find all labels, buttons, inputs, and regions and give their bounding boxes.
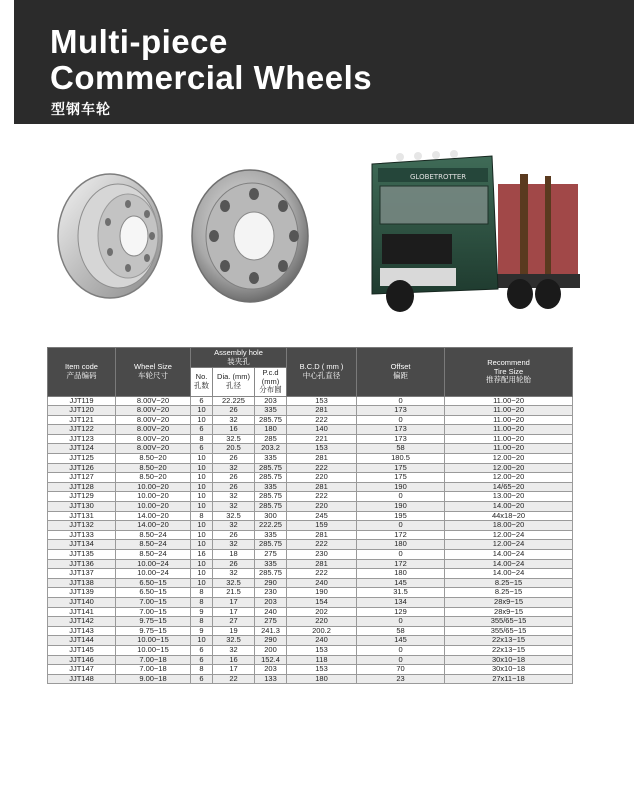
hole-number-cell: 10 xyxy=(191,502,213,512)
hole-number-cell: 8 xyxy=(191,617,213,627)
bcd-cell: 180 xyxy=(287,674,357,684)
table-row xyxy=(48,569,573,579)
tire-size-cell: 44x18−20 xyxy=(445,511,573,521)
hole-diameter-cell: 17 xyxy=(213,607,255,617)
offset-cell: 58 xyxy=(357,626,445,636)
header-hole-number: No. 孔数 xyxy=(191,368,213,397)
bcd-cell: 159 xyxy=(287,521,357,531)
hole-diameter-cell: 32 xyxy=(213,569,255,579)
hole-diameter-cell: 32.5 xyxy=(213,511,255,521)
bcd-cell: 153 xyxy=(287,645,357,655)
tire-size-cell: 22x13−15 xyxy=(445,636,573,646)
tire-size-cell: 14.00−24 xyxy=(445,550,573,560)
hole-diameter-cell: 32.5 xyxy=(213,636,255,646)
offset-cell: 0 xyxy=(357,550,445,560)
pcd-cell: 285.75 xyxy=(255,569,287,579)
pcd-cell: 285.75 xyxy=(255,415,287,425)
tire-size-cell: 13.00−20 xyxy=(445,492,573,502)
pcd-cell: 285.75 xyxy=(255,492,287,502)
offset-cell: 129 xyxy=(357,607,445,617)
wheel-size-cell: 14.00−20 xyxy=(116,511,191,521)
table-row xyxy=(48,607,573,617)
table-row xyxy=(48,425,573,435)
hole-diameter-cell: 26 xyxy=(213,482,255,492)
table-row xyxy=(48,597,573,607)
offset-cell: 195 xyxy=(357,511,445,521)
hole-number-cell: 10 xyxy=(191,521,213,531)
bcd-cell: 222 xyxy=(287,463,357,473)
hole-diameter-cell: 32 xyxy=(213,645,255,655)
hole-diameter-cell: 32.5 xyxy=(213,434,255,444)
table-row xyxy=(48,636,573,646)
pcd-cell: 285.75 xyxy=(255,540,287,550)
hole-diameter-cell: 32 xyxy=(213,415,255,425)
item-code-cell: JJT122 xyxy=(48,425,116,435)
item-code-cell: JJT129 xyxy=(48,492,116,502)
item-code-cell: JJT137 xyxy=(48,569,116,579)
pcd-cell: 203 xyxy=(255,597,287,607)
tire-size-cell: 11.00−20 xyxy=(445,406,573,416)
pcd-cell: 335 xyxy=(255,406,287,416)
wheel-size-cell: 10.00−15 xyxy=(116,645,191,655)
tire-size-cell: 14/65−20 xyxy=(445,482,573,492)
offset-cell: 190 xyxy=(357,482,445,492)
tire-size-cell: 8.25−15 xyxy=(445,588,573,598)
wheel-size-cell: 10.00−20 xyxy=(116,502,191,512)
header-bcd: B.C.D ( mm ) 中心孔直径 xyxy=(287,348,357,397)
tire-size-cell: 355/65−15 xyxy=(445,617,573,627)
wheel-photo-left xyxy=(58,174,162,298)
hole-diameter-cell: 32 xyxy=(213,502,255,512)
bcd-cell: 281 xyxy=(287,454,357,464)
wheel-size-cell: 9.00−18 xyxy=(116,674,191,684)
pcd-cell: 290 xyxy=(255,578,287,588)
pcd-cell: 335 xyxy=(255,559,287,569)
hole-number-cell: 10 xyxy=(191,406,213,416)
wheel-size-cell: 8.00V−20 xyxy=(116,434,191,444)
bcd-cell: 281 xyxy=(287,559,357,569)
offset-cell: 0 xyxy=(357,415,445,425)
pcd-cell: 335 xyxy=(255,482,287,492)
item-code-cell: JJT136 xyxy=(48,559,116,569)
wheel-size-cell: 10.00−24 xyxy=(116,559,191,569)
wheel-spec-table-body xyxy=(48,396,573,684)
table-row xyxy=(48,559,573,569)
item-code-cell: JJT123 xyxy=(48,434,116,444)
tire-size-cell: 14.00−24 xyxy=(445,559,573,569)
table-row xyxy=(48,665,573,675)
wheel-size-cell: 8.50−20 xyxy=(116,463,191,473)
hole-diameter-cell: 17 xyxy=(213,665,255,675)
item-code-cell: JJT145 xyxy=(48,645,116,655)
item-code-cell: JJT132 xyxy=(48,521,116,531)
item-code-cell: JJT135 xyxy=(48,550,116,560)
bcd-cell: 281 xyxy=(287,406,357,416)
header-accent-bar xyxy=(0,0,14,124)
hole-diameter-cell: 32 xyxy=(213,492,255,502)
wheel-size-cell: 6.50−15 xyxy=(116,588,191,598)
pcd-cell: 335 xyxy=(255,530,287,540)
page-subtitle: 型钢车轮 xyxy=(51,101,111,117)
hole-diameter-cell: 27 xyxy=(213,617,255,627)
item-code-cell: JJT140 xyxy=(48,597,116,607)
hole-number-cell: 6 xyxy=(191,396,213,406)
hole-number-cell: 8 xyxy=(191,434,213,444)
pcd-cell: 240 xyxy=(255,607,287,617)
offset-cell: 0 xyxy=(357,396,445,406)
wheel-size-cell: 8.00V−20 xyxy=(116,425,191,435)
table-row xyxy=(48,396,573,406)
hole-diameter-cell: 26 xyxy=(213,406,255,416)
hole-diameter-cell: 26 xyxy=(213,454,255,464)
hole-number-cell: 10 xyxy=(191,559,213,569)
hole-diameter-cell: 32 xyxy=(213,540,255,550)
hole-diameter-cell: 18 xyxy=(213,550,255,560)
item-code-cell: JJT124 xyxy=(48,444,116,454)
pcd-cell: 290 xyxy=(255,636,287,646)
table-row xyxy=(48,454,573,464)
table-row xyxy=(48,655,573,665)
bcd-cell: 240 xyxy=(287,636,357,646)
bcd-cell: 222 xyxy=(287,415,357,425)
tire-size-cell: 14.00−24 xyxy=(445,569,573,579)
tire-size-cell: 12.00−20 xyxy=(445,463,573,473)
table-row xyxy=(48,550,573,560)
page-title-line2: Commercial Wheels xyxy=(50,59,373,96)
table-row xyxy=(48,502,573,512)
wheel-size-cell: 10.00−20 xyxy=(116,492,191,502)
offset-cell: 134 xyxy=(357,597,445,607)
hole-diameter-cell: 26 xyxy=(213,473,255,483)
bcd-cell: 140 xyxy=(287,425,357,435)
offset-cell: 58 xyxy=(357,444,445,454)
bcd-cell: 222 xyxy=(287,540,357,550)
wheel-size-cell: 8.50−20 xyxy=(116,473,191,483)
hole-number-cell: 10 xyxy=(191,530,213,540)
wheel-size-cell: 10.00−20 xyxy=(116,482,191,492)
hole-diameter-cell: 20.5 xyxy=(213,444,255,454)
offset-cell: 23 xyxy=(357,674,445,684)
hole-number-cell: 10 xyxy=(191,492,213,502)
bcd-cell: 281 xyxy=(287,482,357,492)
tire-size-cell: 18.00−20 xyxy=(445,521,573,531)
offset-cell: 180 xyxy=(357,569,445,579)
wheel-size-cell: 8.00V−20 xyxy=(116,415,191,425)
tire-size-cell: 28x9−15 xyxy=(445,607,573,617)
wheel-size-cell: 8.00V−20 xyxy=(116,444,191,454)
item-code-cell: JJT144 xyxy=(48,636,116,646)
table-row xyxy=(48,588,573,598)
hole-number-cell: 10 xyxy=(191,454,213,464)
wheel-size-cell: 6.50−15 xyxy=(116,578,191,588)
wheel-size-cell: 8.50−24 xyxy=(116,540,191,550)
item-code-cell: JJT127 xyxy=(48,473,116,483)
wheel-spec-table xyxy=(47,347,573,684)
pcd-cell: 275 xyxy=(255,550,287,560)
truck-cab-text: GLOBETROTTER xyxy=(410,173,467,181)
pcd-cell: 203 xyxy=(255,665,287,675)
header-pcd: P.c.d (mm) 分布圆 xyxy=(255,368,287,397)
table-row xyxy=(48,626,573,636)
table-row xyxy=(48,511,573,521)
item-code-cell: JJT126 xyxy=(48,463,116,473)
wheel-size-cell: 8.50−24 xyxy=(116,550,191,560)
table-row xyxy=(48,406,573,416)
header-item-code: Item code 产品编码 xyxy=(48,348,116,397)
wheel-spec-table-wrapper xyxy=(47,347,572,684)
table-row xyxy=(48,473,573,483)
hole-diameter-cell: 22.225 xyxy=(213,396,255,406)
hole-diameter-cell: 32.5 xyxy=(213,578,255,588)
wheel-size-cell: 7.00−18 xyxy=(116,665,191,675)
item-code-cell: JJT134 xyxy=(48,540,116,550)
item-code-cell: JJT125 xyxy=(48,454,116,464)
page-title-line1: Multi-piece xyxy=(50,23,228,60)
tire-size-cell: 11.00−20 xyxy=(445,425,573,435)
pcd-cell: 285.75 xyxy=(255,473,287,483)
item-code-cell: JJT133 xyxy=(48,530,116,540)
hole-number-cell: 16 xyxy=(191,550,213,560)
offset-cell: 31.5 xyxy=(357,588,445,598)
table-row xyxy=(48,482,573,492)
table-row xyxy=(48,492,573,502)
offset-cell: 180.5 xyxy=(357,454,445,464)
offset-cell: 172 xyxy=(357,530,445,540)
pcd-cell: 300 xyxy=(255,511,287,521)
hole-number-cell: 8 xyxy=(191,588,213,598)
tire-size-cell: 11.00−20 xyxy=(445,415,573,425)
wheel-size-cell: 7.00−15 xyxy=(116,607,191,617)
header-assembly-hole: Assembly hole 装夹孔 xyxy=(191,348,287,368)
table-row xyxy=(48,617,573,627)
pcd-cell: 222.25 xyxy=(255,521,287,531)
item-code-cell: JJT143 xyxy=(48,626,116,636)
pcd-cell: 275 xyxy=(255,617,287,627)
item-code-cell: JJT142 xyxy=(48,617,116,627)
tire-size-cell: 22x13−15 xyxy=(445,645,573,655)
truck-photo xyxy=(372,150,580,312)
hole-diameter-cell: 16 xyxy=(213,655,255,665)
hole-number-cell: 10 xyxy=(191,415,213,425)
hole-diameter-cell: 26 xyxy=(213,530,255,540)
hole-number-cell: 10 xyxy=(191,636,213,646)
offset-cell: 0 xyxy=(357,655,445,665)
wheel-size-cell: 8.00V−20 xyxy=(116,406,191,416)
hole-number-cell: 10 xyxy=(191,578,213,588)
wheel-size-cell: 7.00−18 xyxy=(116,655,191,665)
hole-number-cell: 8 xyxy=(191,597,213,607)
bcd-cell: 153 xyxy=(287,396,357,406)
item-code-cell: JJT130 xyxy=(48,502,116,512)
bcd-cell: 153 xyxy=(287,444,357,454)
tire-size-cell: 30x10−18 xyxy=(445,655,573,665)
table-row xyxy=(48,434,573,444)
offset-cell: 0 xyxy=(357,492,445,502)
tire-size-cell: 11.00−20 xyxy=(445,444,573,454)
table-row xyxy=(48,674,573,684)
item-code-cell: JJT148 xyxy=(48,674,116,684)
hole-number-cell: 10 xyxy=(191,463,213,473)
offset-cell: 172 xyxy=(357,559,445,569)
offset-cell: 173 xyxy=(357,434,445,444)
wheel-size-cell: 9.75−15 xyxy=(116,626,191,636)
tire-size-cell: 28x9−15 xyxy=(445,597,573,607)
header-wheel-size: Wheel Size 车轮尺寸 xyxy=(116,348,191,397)
hole-number-cell: 9 xyxy=(191,626,213,636)
bcd-cell: 154 xyxy=(287,597,357,607)
bcd-cell: 220 xyxy=(287,617,357,627)
hole-number-cell: 10 xyxy=(191,482,213,492)
offset-cell: 0 xyxy=(357,617,445,627)
hole-number-cell: 6 xyxy=(191,645,213,655)
table-row xyxy=(48,444,573,454)
tire-size-cell: 12.00−20 xyxy=(445,473,573,483)
table-row xyxy=(48,415,573,425)
wheel-size-cell: 8.00V−20 xyxy=(116,396,191,406)
header-recommend-tire-size: Recommend Tire Size 推荐配用轮胎 xyxy=(445,348,573,397)
bcd-cell: 281 xyxy=(287,530,357,540)
pcd-cell: 241.3 xyxy=(255,626,287,636)
bcd-cell: 222 xyxy=(287,492,357,502)
offset-cell: 175 xyxy=(357,473,445,483)
pcd-cell: 285.75 xyxy=(255,502,287,512)
bcd-cell: 153 xyxy=(287,665,357,675)
offset-cell: 173 xyxy=(357,425,445,435)
wheel-size-cell: 10.00−24 xyxy=(116,569,191,579)
hole-diameter-cell: 17 xyxy=(213,597,255,607)
header-offset: Offset 偏距 xyxy=(357,348,445,397)
offset-cell: 145 xyxy=(357,636,445,646)
header-hole-diameter: Dia. (mm) 孔径 xyxy=(213,368,255,397)
wheel-size-cell: 9.75−15 xyxy=(116,617,191,627)
table-row xyxy=(48,540,573,550)
hole-number-cell: 9 xyxy=(191,607,213,617)
hole-diameter-cell: 19 xyxy=(213,626,255,636)
item-code-cell: JJT138 xyxy=(48,578,116,588)
pcd-cell: 152.4 xyxy=(255,655,287,665)
offset-cell: 180 xyxy=(357,540,445,550)
item-code-cell: JJT141 xyxy=(48,607,116,617)
table-row xyxy=(48,645,573,655)
pcd-cell: 203 xyxy=(255,396,287,406)
offset-cell: 70 xyxy=(357,665,445,675)
pcd-cell: 180 xyxy=(255,425,287,435)
wheel-photo-right xyxy=(192,170,308,302)
bcd-cell: 220 xyxy=(287,502,357,512)
tire-size-cell: 12.00−24 xyxy=(445,540,573,550)
bcd-cell: 118 xyxy=(287,655,357,665)
table-row xyxy=(48,530,573,540)
header-banner xyxy=(0,0,634,124)
tire-size-cell: 355/65−15 xyxy=(445,626,573,636)
hole-diameter-cell: 32 xyxy=(213,463,255,473)
hole-number-cell: 10 xyxy=(191,540,213,550)
hole-diameter-cell: 22 xyxy=(213,674,255,684)
hole-diameter-cell: 26 xyxy=(213,559,255,569)
tire-size-cell: 27x11−18 xyxy=(445,674,573,684)
tire-size-cell: 8.25−15 xyxy=(445,578,573,588)
offset-cell: 173 xyxy=(357,406,445,416)
wheel-size-cell: 8.50−20 xyxy=(116,454,191,464)
item-code-cell: JJT119 xyxy=(48,396,116,406)
wheel-size-cell: 7.00−15 xyxy=(116,597,191,607)
hole-number-cell: 10 xyxy=(191,473,213,483)
pcd-cell: 285 xyxy=(255,434,287,444)
tire-size-cell: 30x10−18 xyxy=(445,665,573,675)
wheel-size-cell: 8.50−24 xyxy=(116,530,191,540)
offset-cell: 145 xyxy=(357,578,445,588)
wheel-size-cell: 14.00−20 xyxy=(116,521,191,531)
wheel-size-cell: 10.00−15 xyxy=(116,636,191,646)
hole-number-cell: 6 xyxy=(191,425,213,435)
bcd-cell: 200.2 xyxy=(287,626,357,636)
pcd-cell: 285.75 xyxy=(255,463,287,473)
offset-cell: 190 xyxy=(357,502,445,512)
tire-size-cell: 14.00−20 xyxy=(445,502,573,512)
item-code-cell: JJT120 xyxy=(48,406,116,416)
bcd-cell: 202 xyxy=(287,607,357,617)
offset-cell: 0 xyxy=(357,521,445,531)
hole-number-cell: 6 xyxy=(191,655,213,665)
offset-cell: 0 xyxy=(357,645,445,655)
table-row xyxy=(48,578,573,588)
bcd-cell: 220 xyxy=(287,473,357,483)
hole-number-cell: 8 xyxy=(191,511,213,521)
hole-number-cell: 8 xyxy=(191,665,213,675)
item-code-cell: JJT146 xyxy=(48,655,116,665)
tire-size-cell: 12.00−20 xyxy=(445,454,573,464)
offset-cell: 175 xyxy=(357,463,445,473)
product-photos xyxy=(0,124,634,344)
hole-number-cell: 10 xyxy=(191,569,213,579)
hole-number-cell: 6 xyxy=(191,674,213,684)
item-code-cell: JJT147 xyxy=(48,665,116,675)
hole-diameter-cell: 32 xyxy=(213,521,255,531)
bcd-cell: 230 xyxy=(287,550,357,560)
table-row xyxy=(48,463,573,473)
item-code-cell: JJT139 xyxy=(48,588,116,598)
item-code-cell: JJT128 xyxy=(48,482,116,492)
hole-diameter-cell: 21.5 xyxy=(213,588,255,598)
pcd-cell: 203.2 xyxy=(255,444,287,454)
bcd-cell: 222 xyxy=(287,569,357,579)
pcd-cell: 133 xyxy=(255,674,287,684)
tire-size-cell: 12.00−24 xyxy=(445,530,573,540)
pcd-cell: 335 xyxy=(255,454,287,464)
hole-diameter-cell: 16 xyxy=(213,425,255,435)
pcd-cell: 230 xyxy=(255,588,287,598)
table-row xyxy=(48,521,573,531)
item-code-cell: JJT121 xyxy=(48,415,116,425)
bcd-cell: 190 xyxy=(287,588,357,598)
item-code-cell: JJT131 xyxy=(48,511,116,521)
hole-number-cell: 6 xyxy=(191,444,213,454)
tire-size-cell: 11.00−20 xyxy=(445,434,573,444)
bcd-cell: 240 xyxy=(287,578,357,588)
tire-size-cell: 11.00−20 xyxy=(445,396,573,406)
bcd-cell: 221 xyxy=(287,434,357,444)
pcd-cell: 200 xyxy=(255,645,287,655)
bcd-cell: 245 xyxy=(287,511,357,521)
